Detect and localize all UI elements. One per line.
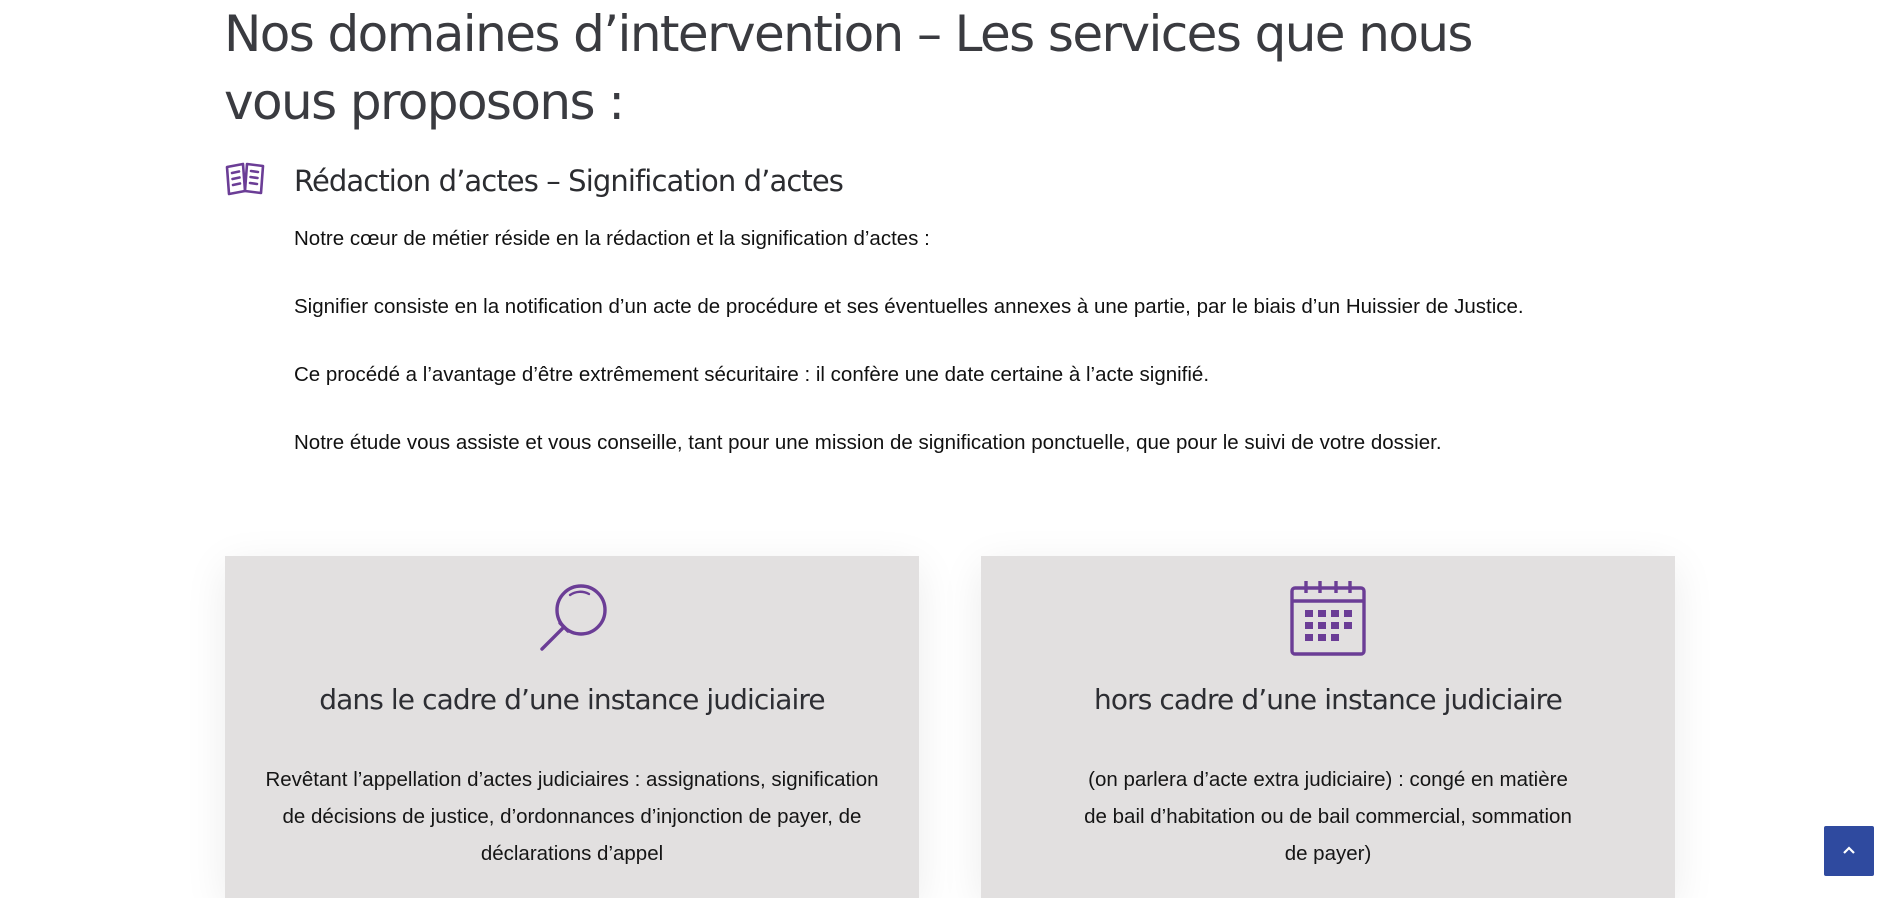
card-title: hors cadre d’une instance judiciaire bbox=[1094, 683, 1562, 716]
section-paragraph: Ce procédé a l’avantage d’être extrêmement sécuritaire : il confère une date certaine à l’acte signifié. bbox=[294, 363, 1210, 386]
card-text-line: déclarations d’appel bbox=[480, 842, 664, 865]
service-card-judiciaire bbox=[225, 556, 919, 898]
section-heading: Rédaction d’actes – Signification d’actes bbox=[294, 164, 844, 198]
section-paragraph: Signifier consiste en la notification d’un acte de procédure et ses éventuelles annexes à une partie, par le biais d’un Huissier de Justice. bbox=[294, 295, 1524, 318]
back-to-top-button[interactable] bbox=[1824, 826, 1874, 876]
chevron-up-icon bbox=[1842, 842, 1856, 860]
section-paragraph: Notre étude vous assiste et vous conseille, tant pour une mission de signification ponctuelle, que pour le suivi de votre dossier. bbox=[294, 431, 1442, 454]
card-text-line: de payer) bbox=[1284, 842, 1372, 865]
card-text-line: Revêtant l’appellation d’actes judiciaires : assignations, signification bbox=[265, 768, 879, 791]
section-paragraph: Notre cœur de métier réside en la rédaction et la signification d’actes : bbox=[294, 227, 930, 250]
card-text-line: de décisions de justice, d’ordonnances d’injonction de payer, de bbox=[282, 805, 862, 828]
card-text bbox=[252, 761, 892, 872]
card-title: dans le cadre d’une instance judiciaire bbox=[319, 683, 825, 716]
calendar-icon bbox=[1289, 580, 1367, 658]
book-icon bbox=[224, 160, 266, 200]
card-text-line: de bail d’habitation ou de bail commercial, sommation bbox=[1084, 805, 1572, 828]
card-text bbox=[1068, 761, 1588, 872]
page-title: Nos domaines d’intervention – Les services que nous vous proposons : bbox=[224, 5, 1472, 131]
service-card-extra-judiciaire bbox=[981, 556, 1675, 898]
magnifier-icon bbox=[533, 580, 611, 658]
card-text-line: (on parlera d’acte extra judiciaire) : congé en matière bbox=[1088, 768, 1568, 791]
